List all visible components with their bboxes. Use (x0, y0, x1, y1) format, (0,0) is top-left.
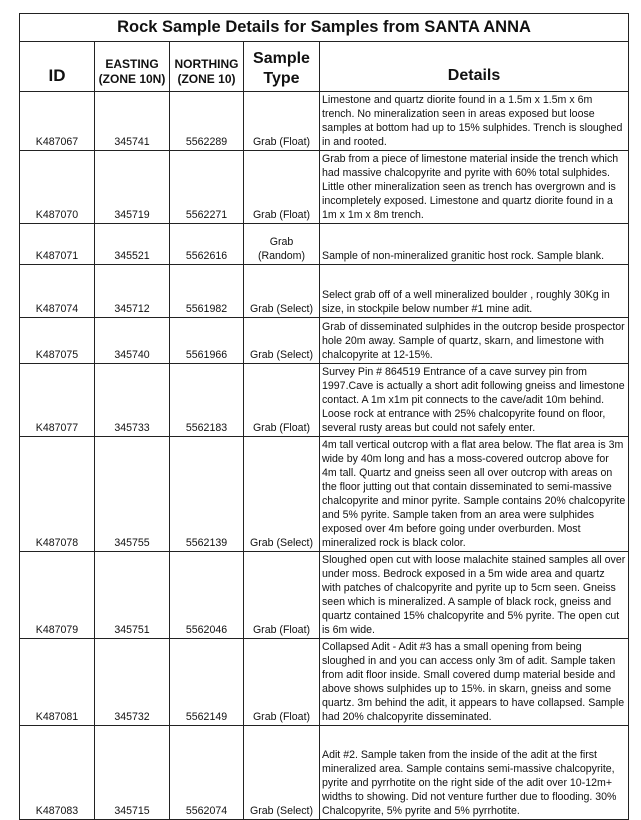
header-sample-type (244, 42, 320, 92)
table-title: Rock Sample Details for Samples from SANTA ANNA (20, 14, 629, 42)
header-easting-line1: EASTING (105, 57, 159, 71)
header-type-line2: Type (263, 70, 300, 87)
cell-details: Select grab off of a well mineralized boulder , roughly 30Kg in size, in stockpile below number #1 mine adit. (320, 265, 629, 318)
cell-details: Sloughed open cut with loose malachite stained samples all over under moss. Bedrock exposed in a 5m wide area and quartz with patches of chalcopyrite and pyrite up to 5cm seen. Gneiss seen which is mineralized. A sample of black rock, gneiss and quartz contained 15% chalcopyrite and 5% pyrite. The open cut is 6m wide. (320, 552, 629, 639)
cell-details: Sample of non-mineralized granitic host rock. Sample blank. (320, 224, 629, 265)
cell-easting: 345719 (95, 151, 170, 224)
cell-easting: 345733 (95, 364, 170, 437)
cell-type: Grab (Select) (244, 265, 320, 318)
cell-details: Limestone and quartz diorite found in a 1.5m x 1.5m x 6m trench. No mineralization seen in areas exposed but loose samples at bottom had up to 15% sulphides. Trench is sloughed in and rooted. (320, 92, 629, 151)
cell-id: K487077 (20, 364, 95, 437)
cell-northing: 5561982 (170, 265, 244, 318)
cell-id: K487079 (20, 552, 95, 639)
cell-northing: 5562289 (170, 92, 244, 151)
table-row (20, 437, 629, 552)
cell-details: 4m tall vertical outcrop with a flat area below. The flat area is 3m wide by 40m long and has a moss-covered outcrop above for 4m tall. Quartz and gneiss seen all over outcrop with areas on the floor jutting out that contain disseminated to semi-massive chalcopyrite and minor pyrite. Sample contains 20% chalcopyrite and 5% pyrite. Sample taken from an area were sulphides exposed over 4m before going under overburden. Most mineralized rock is black color. (320, 437, 629, 552)
table-row (20, 318, 629, 364)
cell-type: Grab (Float) (244, 92, 320, 151)
header-details: Details (320, 42, 629, 92)
header-type-line1: Sample (253, 50, 310, 67)
cell-type: Grab (Select) (244, 437, 320, 552)
cell-easting: 345732 (95, 639, 170, 726)
cell-easting: 345751 (95, 552, 170, 639)
cell-northing: 5561966 (170, 318, 244, 364)
cell-id: K487067 (20, 92, 95, 151)
header-northing-line2: (ZONE 10) (177, 72, 236, 86)
cell-type: Grab (Float) (244, 151, 320, 224)
cell-northing: 5562046 (170, 552, 244, 639)
cell-northing: 5562616 (170, 224, 244, 265)
cell-type: Grab (Float) (244, 552, 320, 639)
table-row (20, 726, 629, 820)
cell-easting: 345715 (95, 726, 170, 820)
cell-id: K487070 (20, 151, 95, 224)
table-row (20, 552, 629, 639)
cell-northing: 5562139 (170, 437, 244, 552)
header-id: ID (20, 42, 95, 92)
cell-type: Grab (Select) (244, 318, 320, 364)
cell-easting: 345521 (95, 224, 170, 265)
rock-sample-table (19, 13, 629, 820)
cell-type: Grab (Select) (244, 726, 320, 820)
cell-easting: 345755 (95, 437, 170, 552)
cell-easting: 345741 (95, 92, 170, 151)
header-northing-line1: NORTHING (174, 57, 239, 71)
table-row (20, 639, 629, 726)
cell-type: Grab (Float) (244, 639, 320, 726)
cell-details: Survey Pin # 864519 Entrance of a cave survey pin from 1997.Cave is actually a short adit following gneiss and limestone contact. A 1m x1m pit connects to the cave/adit 10m behind. Loose rock at entrance with 25% chalcopyrite found on floor, several rusty areas but could not safely enter. (320, 364, 629, 437)
cell-northing: 5562271 (170, 151, 244, 224)
cell-id: K487075 (20, 318, 95, 364)
header-easting (95, 42, 170, 92)
header-northing (170, 42, 244, 92)
table-row (20, 151, 629, 224)
cell-details: Grab of disseminated sulphides in the outcrop beside prospector hole 20m away. Sample of quartz, skarn, and limestone with chalcopyrite at 12-15%. (320, 318, 629, 364)
cell-id: K487083 (20, 726, 95, 820)
cell-details: Grab from a piece of limestone material inside the trench which had massive chalcopyrite and pyrite with 60% total sulphides. Little other mineralization seen as trench has overgrown and is incompletely exposed. Limestone and quartz diorite found in a 1m x 1m x 8m trench. (320, 151, 629, 224)
cell-northing: 5562149 (170, 639, 244, 726)
cell-type: Grab (Float) (244, 364, 320, 437)
cell-id: K487071 (20, 224, 95, 265)
cell-details: Adit #2. Sample taken from the inside of the adit at the first mineralized area. Sample contains semi-massive chalcopyrite, pyrite and pyrrhotite on the right side of the adit over 10-12m+ widths to showing. Did not venture further due to flooding. 30% Chalcopyrite, 5% pyrite and 5% pyrrhotite. (320, 726, 629, 820)
table-row (20, 364, 629, 437)
table-row (20, 265, 629, 318)
cell-id: K487074 (20, 265, 95, 318)
cell-id: K487078 (20, 437, 95, 552)
header-easting-line2: (ZONE 10N) (98, 72, 166, 86)
cell-details: Collapsed Adit - Adit #3 has a small opening from being sloughed in and you can access only 3m of adit. Sample taken from adit floor inside. Small covered dump material beside and above shows sulphides up to 15%. in skarn, gneiss and some quartz. 3m behind the adit, it appears to have collapsed. Sample had 20% chalcopyrite disseminated. (320, 639, 629, 726)
cell-easting: 345712 (95, 265, 170, 318)
cell-type: Grab (Random) (244, 224, 320, 265)
table-row (20, 92, 629, 151)
cell-easting: 345740 (95, 318, 170, 364)
table-row (20, 224, 629, 265)
header-row (20, 42, 629, 92)
cell-id: K487081 (20, 639, 95, 726)
cell-northing: 5562183 (170, 364, 244, 437)
cell-northing: 5562074 (170, 726, 244, 820)
